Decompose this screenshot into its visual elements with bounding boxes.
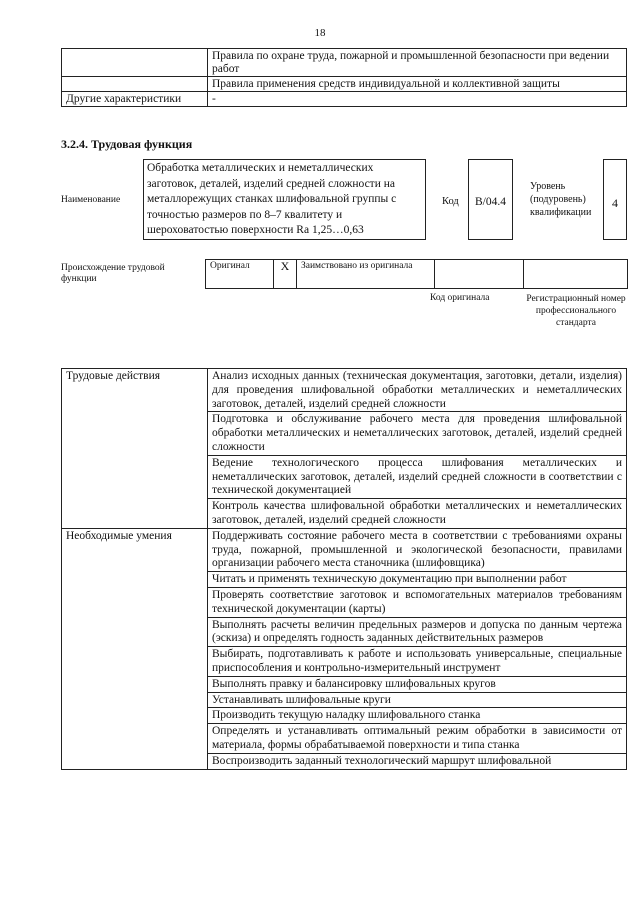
level-box: 4 bbox=[603, 159, 627, 240]
skill-item: Читать и применять техническую документацию при выполнении работ bbox=[208, 572, 627, 588]
reg-number-cell bbox=[524, 260, 628, 289]
row-label bbox=[62, 77, 208, 92]
function-name-box: Обработка металлических и неметаллических заготовок, деталей, изделий средней сложности на металлорежущих станках шлифовальной группы с точностью размеров по 8–7 квалитету и шероховатостью поверхности Ra 1,25…0,63 bbox=[143, 159, 426, 240]
row-label bbox=[62, 49, 208, 77]
origin-table bbox=[205, 259, 628, 289]
action-item: Контроль качества шлифовальной обработки металлических и неметаллических заготовок, деталей, изделий средней сложности bbox=[208, 499, 627, 529]
level-label-text: Уровень (подуровень) квалификации bbox=[530, 181, 592, 218]
name-label: Наименование bbox=[61, 195, 121, 205]
actions-skills-table bbox=[61, 368, 627, 770]
origin-label-text: Происхождение трудовой функции bbox=[61, 263, 165, 284]
skill-item: Воспроизводить заданный технологический маршрут шлифовальной bbox=[208, 753, 627, 769]
action-item: Подготовка и обслуживание рабочего места для проведения шлифовальной обработки металлических и неметаллических заготовок, деталей, изделий средней сложности bbox=[208, 412, 627, 455]
section-title: 3.2.4. Трудовая функция bbox=[61, 137, 193, 151]
skill-item: Проверять соответствие заготовок и вспомогательных материалов требованиям технической документации (карты) bbox=[208, 587, 627, 617]
skill-item: Поддерживать состояние рабочего места в соответствии с требованиями охраны труда, пожарной, промышленной и экологической безопасности, правилами организации рабочего места станочника (шлифовщика) bbox=[208, 528, 627, 571]
original-label: Оригинал bbox=[206, 260, 274, 289]
code-label: Код bbox=[442, 196, 459, 207]
skill-item: Выполнять правку и балансировку шлифовальных кругов bbox=[208, 676, 627, 692]
code-original-cell bbox=[435, 260, 524, 289]
table-row bbox=[62, 528, 627, 571]
skill-item: Определять и устанавливать оптимальный режим обработки в зависимости от материала, формы обрабатываемой поверхности и типа станка bbox=[208, 724, 627, 754]
characteristics-table bbox=[61, 48, 627, 107]
skill-item: Устанавливать шлифовальные круги bbox=[208, 692, 627, 708]
skills-label: Необходимые умения bbox=[62, 528, 208, 769]
table-row bbox=[62, 49, 627, 77]
table-row bbox=[62, 77, 627, 92]
code-original-caption: Код оригинала bbox=[430, 293, 490, 303]
table-row bbox=[62, 369, 627, 412]
reg-number-caption: Регистрационный номер профессионального стандарта bbox=[526, 294, 626, 328]
row-label: Другие характеристики bbox=[62, 92, 208, 107]
action-item: Анализ исходных данных (техническая документация, заготовки, детали, изделия) для проведения шлифовальной обработки металлических и неметаллических заготовок, деталей, изделий средней сложности bbox=[208, 369, 627, 412]
level-label bbox=[530, 180, 602, 219]
original-mark: X bbox=[274, 260, 297, 289]
page-number: 18 bbox=[314, 27, 326, 39]
table-row bbox=[206, 260, 628, 289]
actions-label: Трудовые действия bbox=[62, 369, 208, 529]
action-item: Ведение технологического процесса шлифования металлических и неметаллических заготовок, деталей, изделий средней сложности в соответствии с технической документацией bbox=[208, 455, 627, 498]
borrowed-label: Заимствовано из оригинала bbox=[297, 260, 435, 289]
table-row bbox=[62, 92, 627, 107]
origin-label bbox=[61, 263, 186, 285]
skill-item: Производить текущую наладку шлифовального станка bbox=[208, 708, 627, 724]
skill-item: Выполнять расчеты величин предельных размеров и допуска по данным чертежа (эскиза) и определять годность заданных действительных размеров bbox=[208, 617, 627, 647]
row-value: Правила применения средств индивидуальной и коллективной защиты bbox=[208, 77, 627, 92]
row-value: Правила по охране труда, пожарной и промышленной безопасности при ведении работ bbox=[208, 49, 627, 77]
code-box: B/04.4 bbox=[468, 159, 513, 240]
row-value: - bbox=[208, 92, 627, 107]
skill-item: Выбирать, подготавливать к работе и использовать универсальные, специальные приспособления и контрольно-измерительный инструмент bbox=[208, 647, 627, 677]
